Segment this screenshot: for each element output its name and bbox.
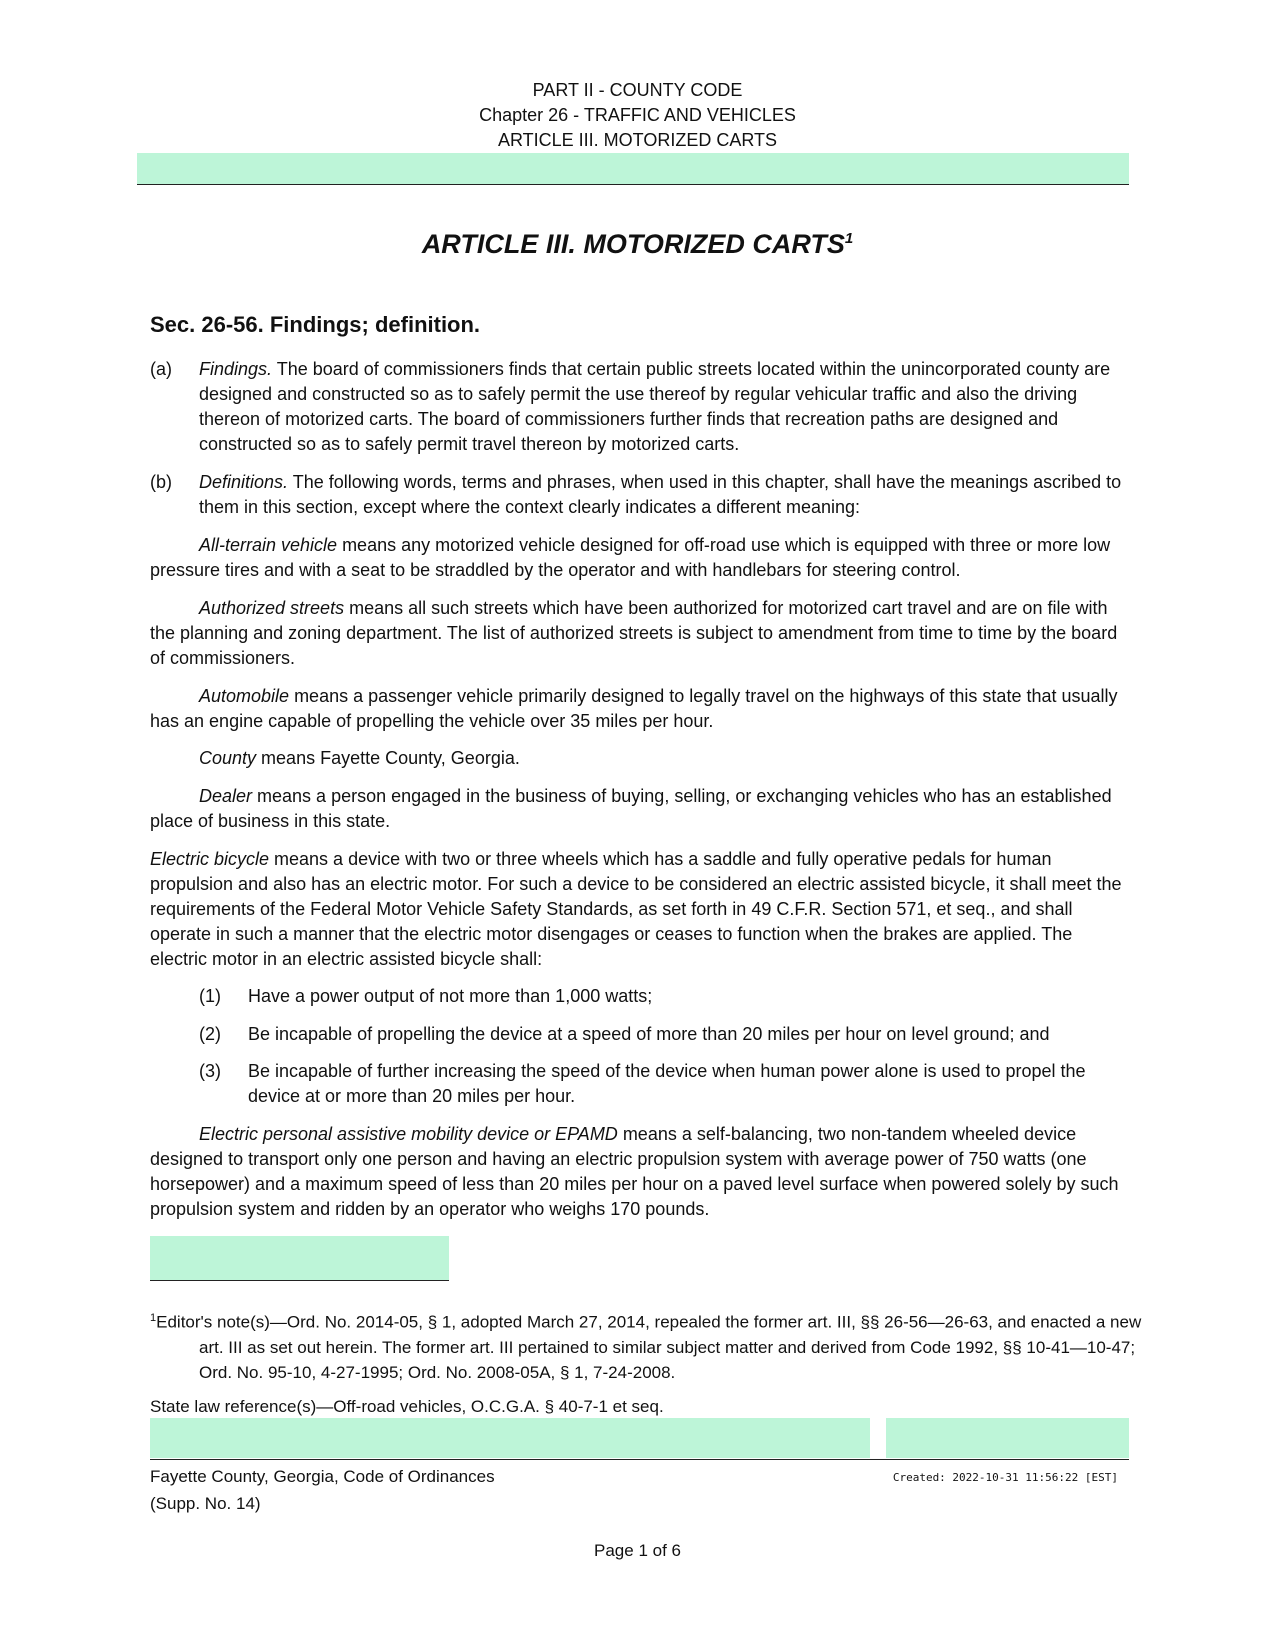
bicycle-item-1-text: Have a power output of not more than 1,000 watts;	[248, 986, 653, 1006]
subsection-b-term: Definitions.	[199, 472, 289, 492]
footnote-highlight-band	[150, 1236, 449, 1280]
footer-code-name: Fayette County, Georgia, Code of Ordinances	[150, 1467, 495, 1486]
header-part: PART II - COUNTY CODE	[532, 80, 743, 100]
bicycle-item-2-label: (2)	[199, 1024, 221, 1044]
definition-all-terrain-vehicle	[150, 533, 1130, 583]
bicycle-item-1-label: (1)	[199, 986, 221, 1006]
definition-body: means a passenger vehicle primarily designed to legally travel on the highways of this state that usually has an engine capable of propelling the vehicle over 35 miles per hour.	[150, 686, 1118, 731]
footer-rule	[150, 1459, 1129, 1460]
header-highlight-band	[137, 153, 1129, 184]
subsection-a-text	[199, 357, 1134, 457]
bicycle-item-3-text: Be incapable of further increasing the speed of the device when human power alone is used to propel the device at or more than 20 miles per hour.	[248, 1061, 1086, 1106]
subsection-b-label: (b)	[150, 472, 172, 492]
article-title-text: ARTICLE III. MOTORIZED CARTS	[421, 229, 845, 259]
definition-term: All-terrain vehicle	[199, 535, 338, 555]
definition-term: County	[199, 748, 257, 768]
definition-body: means a device with two or three wheels which has a saddle and fully operative pedals for human propulsion and also has an electric motor. For such a device to be considered an electric assisted bicycle, it shall meet the requirements of the Federal Motor Vehicle Safety Standards, as set forth in 49 C.F.R. Section 571, et seq., and shall operate in such a manner that the electric motor disengages or ceases to function when the brakes are applied. The electric motor in an electric assisted bicycle shall:	[150, 849, 1122, 969]
footer-created-timestamp: Created: 2022-10-31 11:56:22 [EST]	[892, 1471, 1118, 1484]
definition-epamd	[150, 1122, 1130, 1222]
header-chapter: Chapter 26 - TRAFFIC AND VEHICLES	[479, 105, 796, 125]
definition-term: Dealer	[199, 786, 253, 806]
definition-county	[150, 746, 1130, 771]
definition-term: Electric bicycle	[150, 849, 270, 869]
definition-term: Authorized streets	[199, 598, 345, 618]
definition-body: means a person engaged in the business of buying, selling, or exchanging vehicles who has an established place of business in this state.	[150, 786, 1112, 831]
definition-body: means any motorized vehicle designed for off-road use which is equipped with three or more low pressure tires and with a seat to be straddled by the operator and with handlebars for steering control.	[150, 535, 1111, 580]
footnote-editors-note-text: Editor's note(s)—Ord. No. 2014-05, § 1, adopted March 27, 2014, repealed the former art. III, §§ 26-56—26-63, and enacted a new art. III as set out herein. The former art. III pertained to similar subject matter and derived from Code 1992, §§ 10-41—10-47; Ord. No. 95-10, 4-27-1995; Ord. No. 2008-05A, § 1, 7-24-2008.	[156, 1312, 1142, 1382]
definition-body: means a self-balancing, two non-tandem wheeled device designed to transport only one person and having an electric propulsion system with average power of 750 watts (one horsepower) and a maximum speed of less than 20 miles per hour on a paved level surface when powered solely by such propulsion system and ridden by an operator who weighs 170 pounds.	[150, 1124, 1119, 1219]
definition-term: Automobile	[199, 686, 290, 706]
definition-electric-bicycle	[150, 847, 1130, 972]
footnote-mark: 1	[150, 1312, 157, 1324]
article-title	[0, 229, 1275, 260]
bicycle-item-2-text: Be incapable of propelling the device at a speed of more than 20 miles per hour on level ground; and	[248, 1024, 1050, 1044]
definition-body: means all such streets which have been authorized for motorized cart travel and are on file with the planning and zoning department. The list of authorized streets is subject to amendment from time to time by the board of commissioners.	[150, 598, 1118, 668]
footnote-state-law: State law reference(s)—Off-road vehicles, O.C.G.A. § 40-7-1 et seq.	[150, 1397, 664, 1416]
subsection-a-label: (a)	[150, 359, 172, 379]
definition-dealer	[150, 784, 1130, 834]
footnote-reference[interactable]: 1	[844, 230, 854, 247]
subsection-b-body: The following words, terms and phrases, when used in this chapter, shall have the meanings ascribed to them in this section, except where the context clearly indicates a different meaning:	[199, 472, 1122, 517]
subsection-a-body: The board of commissioners finds that certain public streets located within the unincorporated county are designed and constructed so as to safely permit the use thereof by regular vehicular traffic and also the driving thereon of motorized carts. The board of commissioners further finds that recreation paths are designed and constructed so as to safely permit travel thereon by motorized carts.	[199, 359, 1111, 454]
definition-authorized-streets	[150, 596, 1130, 671]
definition-automobile	[150, 684, 1130, 734]
header-article: ARTICLE III. MOTORIZED CARTS	[497, 130, 778, 150]
footer-highlight-band-left	[150, 1418, 870, 1458]
footer-supplement: (Supp. No. 14)	[150, 1494, 261, 1513]
definition-body: means Fayette County, Georgia.	[256, 748, 520, 768]
footer-highlight-band-right	[886, 1418, 1129, 1458]
bicycle-item-3-label: (3)	[199, 1061, 221, 1081]
subsection-a-term: Findings.	[199, 359, 273, 379]
footnote-editors-note	[150, 1306, 1149, 1385]
footnote-separator	[150, 1280, 449, 1281]
subsection-b-text	[199, 470, 1134, 520]
page-number: Page 1 of 6	[594, 1541, 681, 1560]
section-heading: Sec. 26-56. Findings; definition.	[150, 312, 481, 337]
definition-term: Electric personal assistive mobility device or EPAMD	[199, 1124, 618, 1144]
header-rule	[137, 184, 1129, 185]
